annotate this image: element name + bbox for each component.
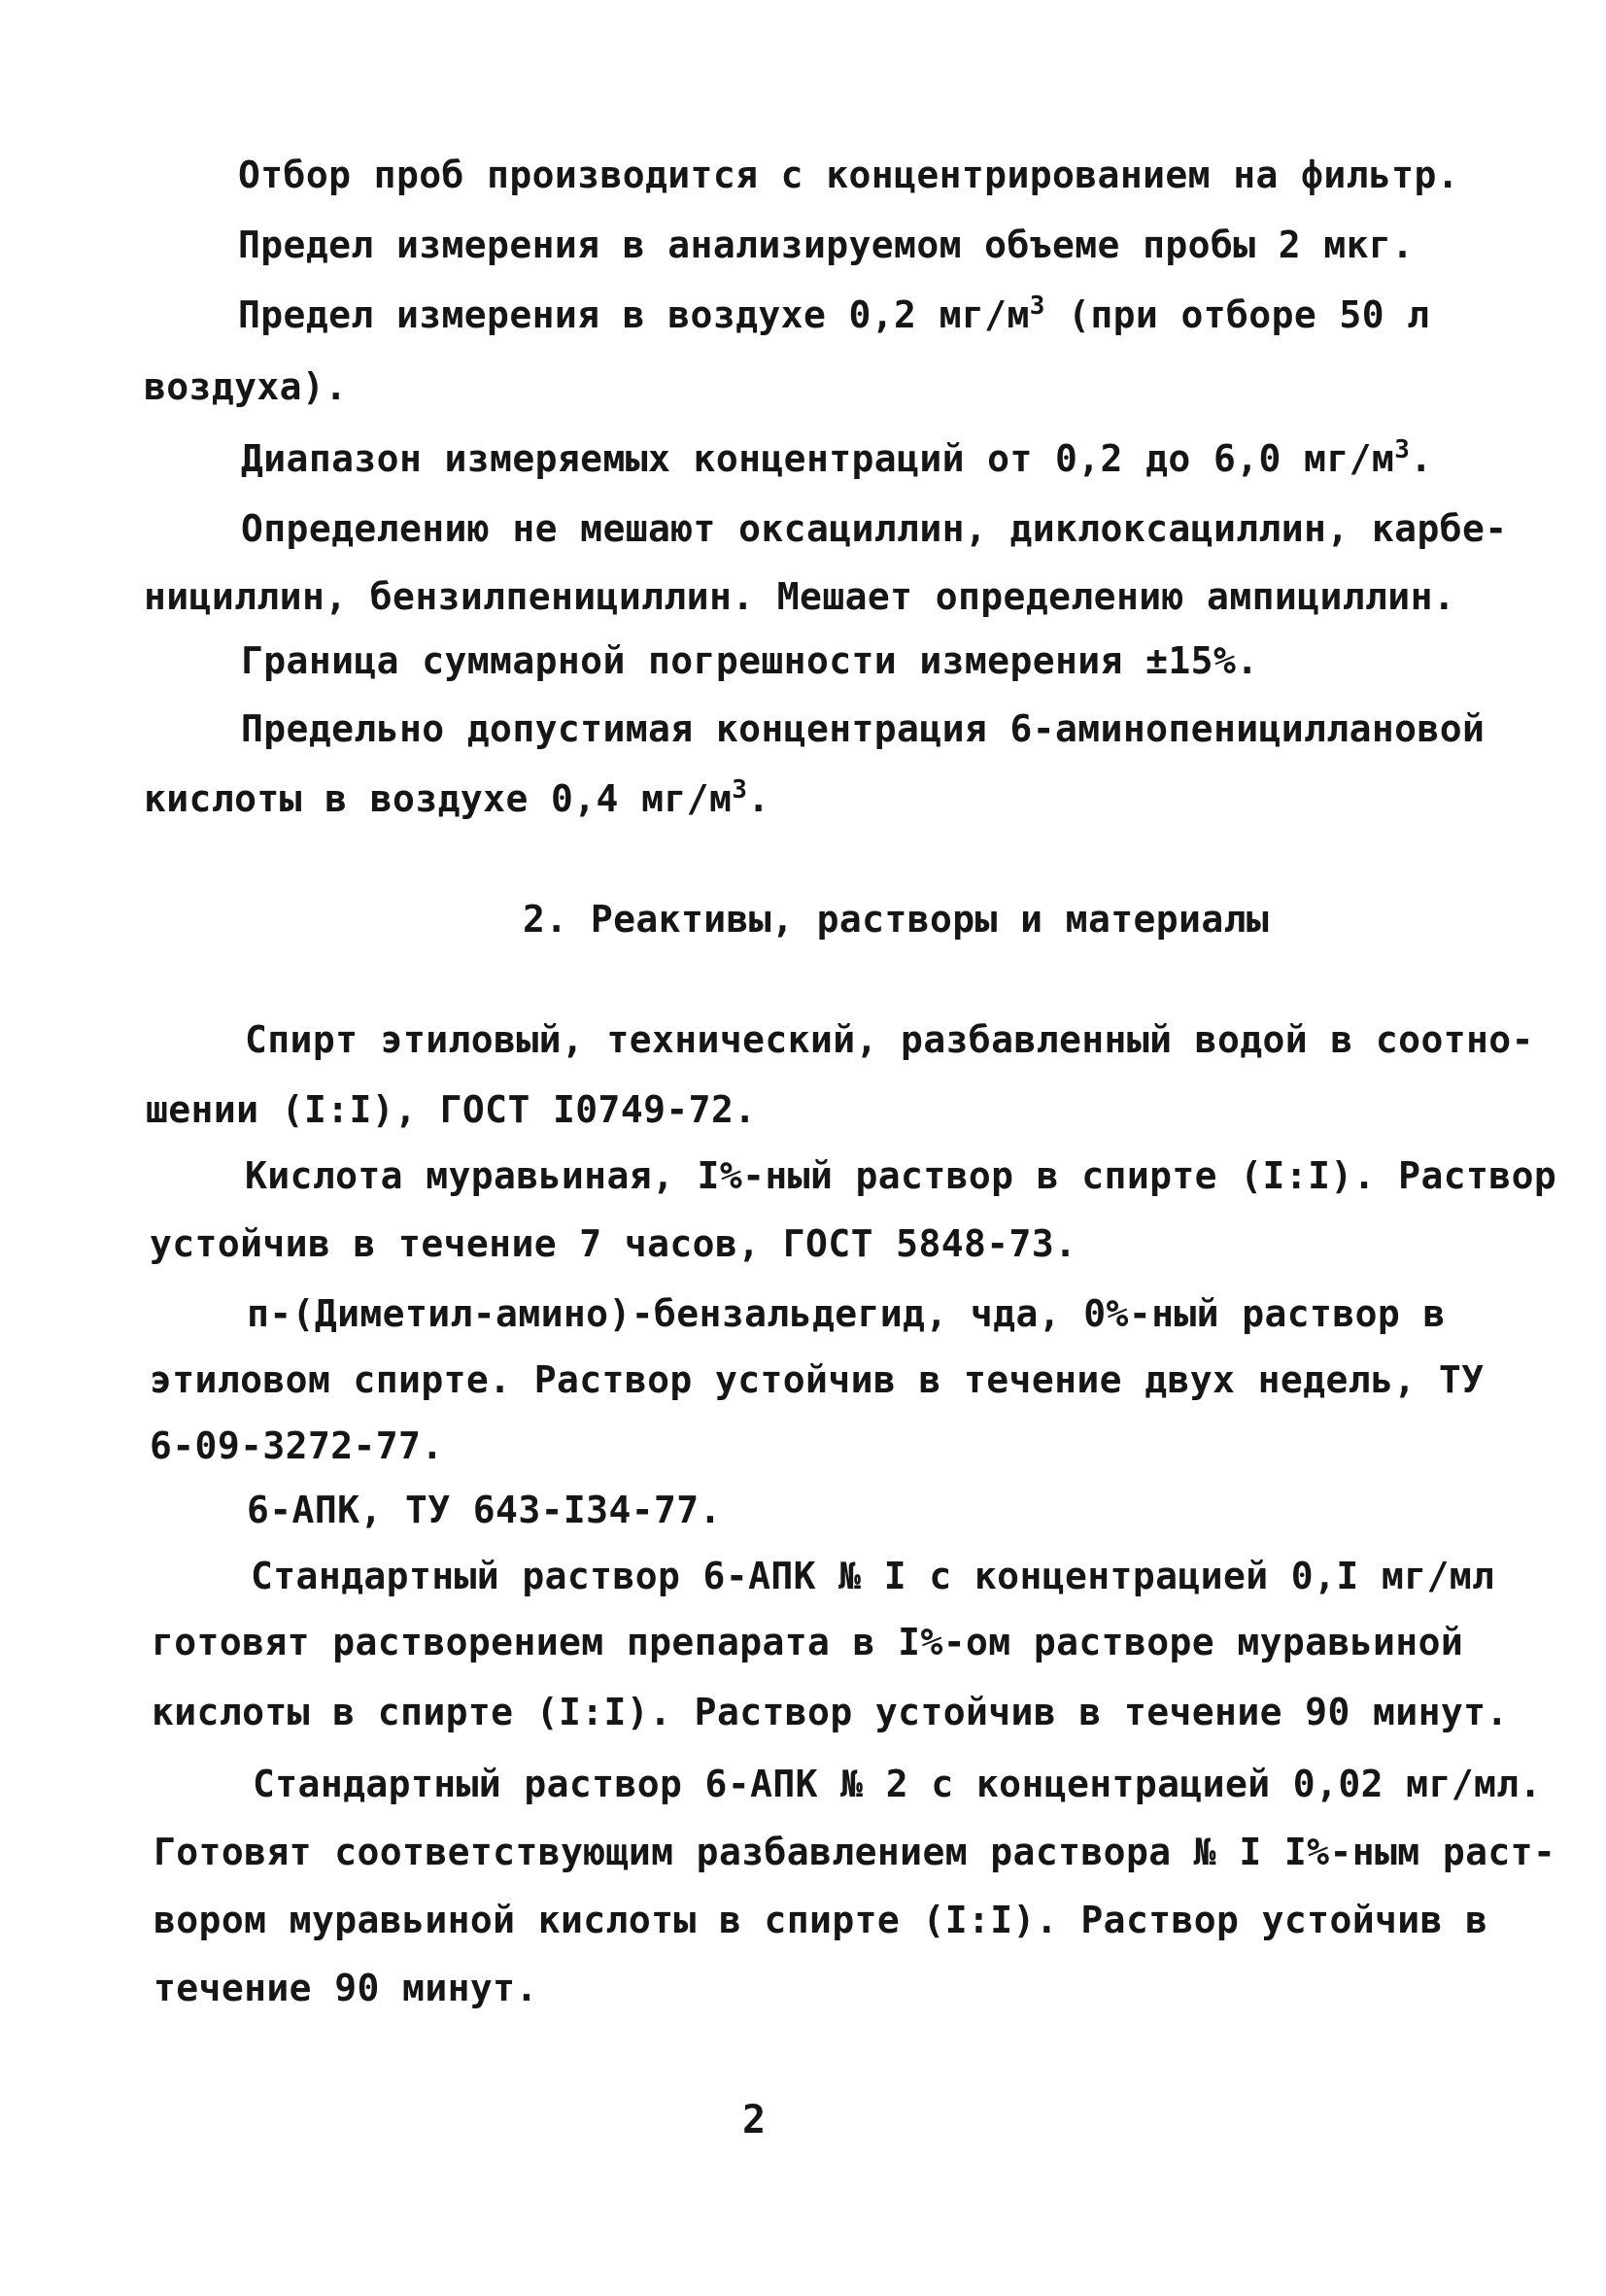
text-line: воздуха). — [144, 365, 348, 408]
text-line — [238, 291, 1430, 338]
superscript: 3 — [732, 775, 748, 805]
text-line — [241, 435, 1433, 482]
text-line: Кислота муравьиная, I%-ный раствор в спирте (I:I). Раствор — [245, 1154, 1557, 1197]
text-line: течение 90 минут. — [154, 1967, 538, 2009]
text-line: Готовят соответствующим разбавлением раствора № I I%-ным раст- — [154, 1831, 1556, 1873]
text-line: шении (I:I), ГОСТ I0749-72. — [146, 1088, 757, 1131]
text-line: устойчив в течение 7 часов, ГОСТ 5848-73. — [150, 1222, 1077, 1265]
text-line: готовят растворением препарата в I%-ом растворе муравьиной — [152, 1621, 1464, 1663]
text-line: Определению не мешают оксациллин, диклоксациллин, карбе- — [241, 507, 1508, 550]
text-line: 6-АПК, ТУ 643-I34-77. — [247, 1489, 722, 1531]
text-line: Отбор проб производится с концентрированием на фильтр. — [238, 154, 1460, 196]
text-line: Предельно допустимая концентрация 6-аминопенициллановой — [241, 707, 1486, 750]
page-number: 2 — [742, 2098, 767, 2142]
text-line: кислоты в спирте (I:I). Раствор устойчив в течение 90 минут. — [152, 1691, 1509, 1733]
text-line: этиловом спирте. Раствор устойчив в течение двух недель, ТУ — [150, 1358, 1485, 1401]
text-span: . — [747, 777, 770, 820]
superscript: 3 — [1029, 291, 1045, 321]
section-heading: 2. Реактивы, растворы и материалы — [523, 898, 1270, 941]
text-span: . — [1410, 437, 1433, 480]
text-line: Спирт этиловый, технический, разбавленный водой в соотно- — [245, 1018, 1534, 1061]
text-line: Стандартный раствор 6-АПК № 2 с концентрацией 0,02 мг/мл. — [253, 1763, 1542, 1805]
text-line: 6-09-3272-77. — [150, 1424, 444, 1467]
text-line: нициллин, бензилпенициллин. Мешает определению ампициллин. — [144, 575, 1456, 618]
text-line: вором муравьиной кислоты в спирте (I:I). Раствор устойчив в — [154, 1899, 1488, 1941]
text-line: Предел измерения в анализируемом объеме пробы 2 мкг. — [238, 223, 1415, 266]
text-line: п-(Диметил-амино)-бензальдегид, чда, 0%-ный раствор в — [247, 1292, 1446, 1335]
text-line — [144, 775, 770, 822]
superscript: 3 — [1394, 435, 1411, 464]
text-span: (при отборе 50 л — [1044, 293, 1430, 336]
text-span: Предел измерения в воздухе 0,2 мг/м — [238, 293, 1030, 336]
text-span: Диапазон измеряемых концентраций от 0,2 до 6,0 мг/м — [241, 437, 1395, 480]
text-line: Стандартный раствор 6-АПК № I с концентрацией 0,I мг/мл — [251, 1555, 1495, 1597]
text-line: Граница суммарной погрешности измерения ±15%. — [241, 639, 1259, 682]
text-span: кислоты в воздухе 0,4 мг/м — [144, 777, 733, 820]
